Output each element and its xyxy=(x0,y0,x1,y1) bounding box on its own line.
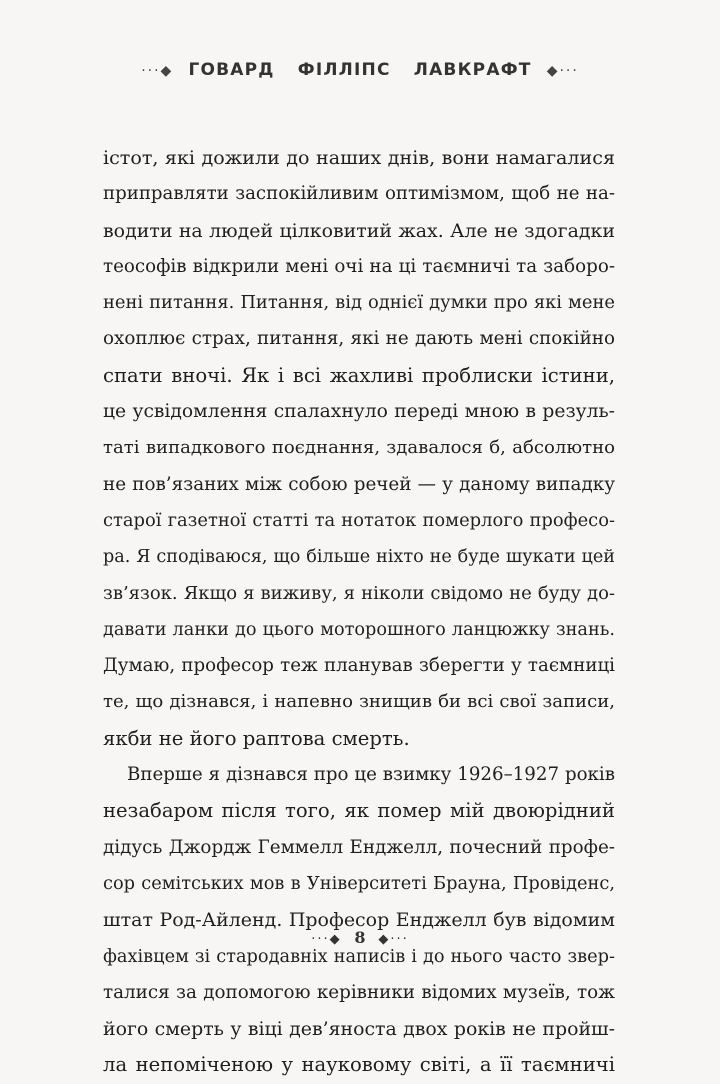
text-line: ра. Я сподіваюся, що більше ніхто не буде шукати цей xyxy=(103,547,615,568)
text-line: ла непоміченою у науковому світі, а її таємничі xyxy=(103,1053,615,1077)
page-footer xyxy=(0,928,720,947)
text-line: талися за допомогою керівники відомих музеїв, тож xyxy=(103,981,615,1003)
text-line: істот, які дожили до наших днів, вони намагалися xyxy=(103,147,615,169)
text-line: водити на людей цілковитий жах. Але не здогадки xyxy=(103,219,615,242)
text-line: це усвідомлення спалахнуло переді мною в резуль- xyxy=(103,401,615,423)
text-line: спати вночі. Як і всі жахливі проблиски істини, xyxy=(103,363,615,387)
text-line: приправляти заспокійливим оптимізмом, щоб не на- xyxy=(103,183,615,205)
text-line: давати ланки до цього моторошного ланцюжку знань. xyxy=(103,619,615,640)
text-line: незабаром після того, як помер мій двоюрідний xyxy=(103,799,615,823)
text-line: не пов’язаних між собою речей — у даному випадку xyxy=(103,473,615,495)
text-line: фахівцем зі стародавніх написів і до нього часто звер- xyxy=(103,946,615,967)
text-line: зв’язок. Якщо я виживу, я ніколи свідомо не буду до- xyxy=(103,582,615,604)
text-line: Вперше я дізнався про це взимку 1926–1927 років xyxy=(127,764,615,786)
footer-ornament-left: ···◆ xyxy=(311,932,342,947)
footer-ornament-right: ◆··· xyxy=(378,932,409,947)
text-line: охоплює страх, питання, які не дають мені спокійно xyxy=(103,328,615,350)
paragraph-2 xyxy=(103,757,615,1084)
text-line: сор семітських мов в Університеті Брауна, Провіденс, xyxy=(103,872,615,894)
header-ornament-right: ◆··· xyxy=(546,63,579,79)
text-line: теософів відкрили мені очі на ці таємничі та заборо- xyxy=(103,255,615,277)
text-line: нені питання. Питання, від однієї думки про які мене xyxy=(103,292,615,314)
header-author-middle-name: ФІЛЛІПС xyxy=(297,60,391,80)
text-line: дідусь Джордж Геммелл Енджелл, почесний профе- xyxy=(103,836,615,858)
header-author-first-name: ГОВАРД xyxy=(188,60,275,80)
text-line: те, що дізнався, і напевно знищив би всі свої записи, xyxy=(103,691,615,713)
text-line: штат Род-Айленд. Професор Енджелл був відомим xyxy=(103,909,615,932)
text-line: його смерть у віці дев’яноста двох років не пройш- xyxy=(103,1018,615,1041)
header-ornament-left: ···◆ xyxy=(141,63,174,79)
text-line: старої газетної статті та нотаток померлого професо- xyxy=(103,509,615,531)
page-number: 8 xyxy=(354,928,366,947)
text-line: таті випадкового поєднання, здавалося б, абсолютно xyxy=(103,437,615,459)
text-line: якби не його раптова смерть. xyxy=(103,726,410,750)
header-author-last-name: ЛАВКРАФТ xyxy=(413,60,532,80)
running-header xyxy=(0,60,720,80)
paragraph-1 xyxy=(103,140,615,757)
text-line: Думаю, професор теж планував зберегти у таємниці xyxy=(103,655,615,677)
